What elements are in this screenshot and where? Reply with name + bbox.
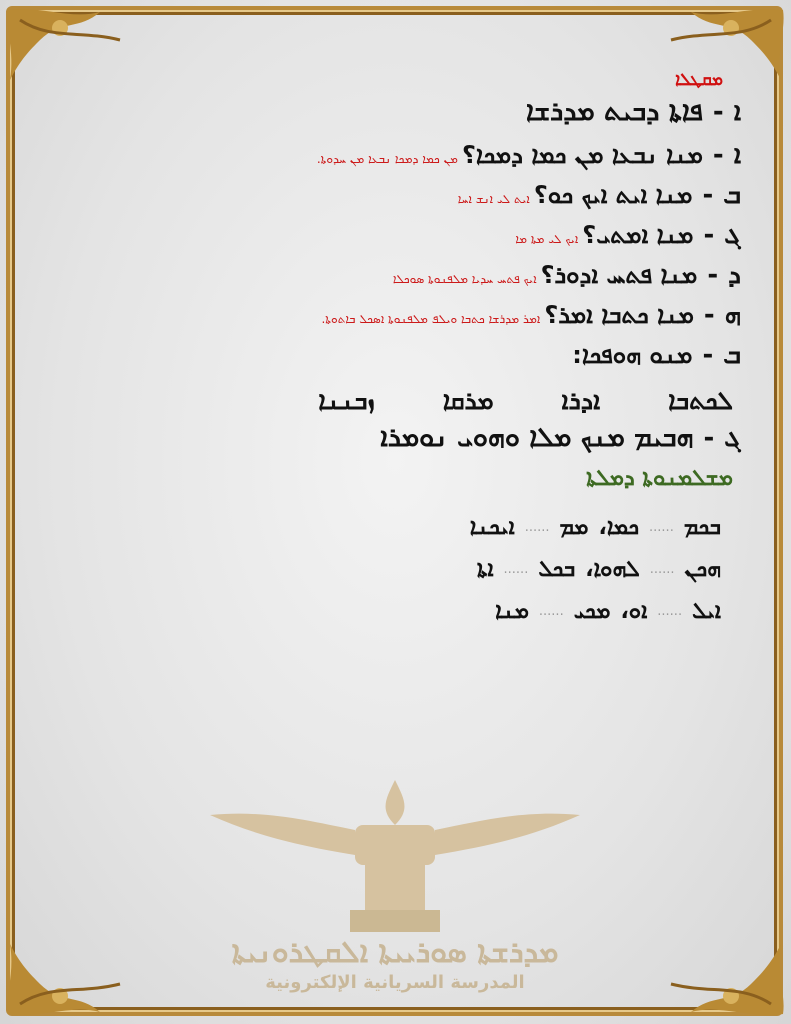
item-number: ܒ [723, 340, 741, 370]
exercise-word: ܐܝܠ [692, 598, 721, 624]
word-item: ܐܕܪܐ [561, 386, 601, 415]
question-item: ܓ - ܡܢܐ ܐܡܬܝ؟ ܐܝܟ ܠܝ ܡܬܐ ܡܐ [515, 220, 741, 250]
item-number: ܒ [723, 180, 741, 210]
item-number: ܗ [724, 300, 741, 330]
section-heading: ܡܩܛܠܐ [675, 70, 723, 90]
school-name-arabic: المدرسة السريانية الإلكترونية [265, 972, 525, 993]
item-text: ܡܢܐ ܐܝܬ ܐܝܟ ܟܘ؟ [533, 181, 693, 209]
word-item: ܡܪܩܐ [442, 386, 494, 415]
answer-text: ܐܝܟ ܦܬܚ ܚܕܝܐ ܡܠܦܢܘܬܐ ܣܘܟܠܐ [392, 272, 537, 286]
answer-text: ܡܢ ܟܡܐ ܕܡܟܐ ܢܒܥܐ ܡܢ ܚܕܘܬܐ. [316, 152, 458, 166]
exercise-word: ܒܟܠ [538, 556, 576, 582]
exercise-line: ܗܟܢ ...... ܠܗܘܐ، ܒܟܠ ...... ܐܬܐ [476, 556, 721, 582]
item-text: ܡܢܐ ܐܡܬܝ؟ [582, 221, 694, 249]
answer-text: ܐܡܪ ܡܕܪܫܐ ܟܬܒܐ ܘܝܠܦ ܡܠܦܢܘܬܐ ܐܣܟܠ ܒܐܬܘܬܐ. [321, 312, 541, 326]
exercise-word: ܐܘ، [620, 598, 648, 624]
exercise-word: ܟܡܐ، [598, 514, 640, 540]
item-number: ܓ [724, 423, 741, 453]
school-name-syriac: ܡܕܪܫܬܐ ܣܘܪܝܝܬܐ ܐܠܩܛܪܘܢܝܬܐ [231, 935, 559, 970]
exercise-heading: ܡܫܠܡܢܘܬܐ ܕܡܠܬܐ [586, 466, 733, 491]
item-number: ܕ [728, 260, 741, 290]
exercise-word: ܐܬܐ [476, 556, 494, 582]
exercise-word: ܡܢܐ [495, 598, 529, 624]
word-list [40, 380, 741, 422]
exercise-word: ܠܗܘܐ، [585, 556, 640, 582]
answer-text: ܐܝܬ ܠܝ ܐܢܫ ܐܚܐ [457, 192, 530, 206]
word-item: ܠܟܬܒܐ [668, 386, 733, 415]
worksheet-content [40, 70, 741, 632]
exercise-word: ܐܝܟܢܐ [469, 514, 515, 540]
question-item: ܒ - ܡܢܐ ܐܝܬ ܐܝܟ ܟܘ؟ ܐܝܬ ܠܝ ܐܢܫ ܐܚܐ [457, 180, 741, 210]
item-number: ܐ [733, 97, 741, 127]
corner-ornament-icon [641, 934, 791, 1024]
question-item: ܒ - ܡܢܘ ܗܘܦܟܐ: [572, 340, 741, 370]
exercise-word: ܒܟܡ [683, 514, 721, 540]
winged-emblem-icon [205, 770, 585, 940]
question-item: ܕ - ܡܢܐ ܦܬܚ ܐܕܘܪ؟ ܐܝܟ ܦܬܚ ܚܕܝܐ ܡܠܦܢܘܬܐ ܣܘܟܠܐ [392, 260, 741, 290]
question-item: ܓ - ܗܒܝܡ ܡܢܟ ܡܠܐ ܘܗܘܝ ܢܘܡܪܐ [380, 422, 741, 453]
answer-text: ܐܝܟ ܠܝ ܡܬܐ ܡܐ [515, 232, 579, 246]
word-item: ܙܒܢܢܐ [318, 386, 375, 415]
item-number: ܐ [733, 140, 741, 170]
question-item: ܗ - ܡܢܐ ܟܬܒܐ ܐܡܪ؟ ܐܡܪ ܡܕܪܫܐ ܟܬܒܐ ܘܝܠܦ ܡܠܦܢܘܬܐ ܐܣܟܠ ܒܐܬܘܬܐ. [321, 300, 741, 330]
exercise-line: ܒܟܡ ...... ܟܡܐ، ܡܡ ...... ܐܝܟܢܐ [469, 514, 721, 540]
item-text: ܡܢܘ ܗܘܦܟܐ: [572, 341, 693, 369]
exercise-line: ܐܝܠ ...... ܐܘ، ܡܟܝ ...... ܡܢܐ [495, 598, 721, 624]
question-item: ܐ - ܡܢܐ ܢܒܥܐ ܡܢ ܟܡܐ ܕܡܟܐ؟ ܡܢ ܟܡܐ ܕܡܟܐ ܢܒܥܐ ܡܢ ܚܕܘܬܐ. [316, 140, 741, 170]
item-text: ܗܒܝܡ ܡܢܟ ܡܠܐ ܘܗܘܝ ܢܘܡܪܐ [380, 422, 694, 453]
exercise-word: ܗܟܢ [684, 556, 721, 582]
item-text: ܡܢܐ ܢܒܥܐ ܡܢ ܟܡܐ ܕܡܟܐ؟ [461, 141, 703, 169]
question-item: ܐ - ܦܐܬܐ ܕܒܝܬ ܡܕܪܫܐ [525, 96, 741, 127]
item-text: ܦܐܬܐ ܕܒܝܬ ܡܕܪܫܐ [525, 96, 703, 127]
corner-ornament-icon [0, 934, 150, 1024]
item-text: ܡܢܐ ܟܬܒܐ ܐܡܪ؟ [544, 301, 694, 329]
item-number: ܓ [724, 220, 741, 250]
exercise-word: ܡܡ [559, 514, 589, 540]
item-text: ܡܢܐ ܦܬܚ ܐܕܘܪ؟ [540, 261, 698, 289]
exercise-word: ܡܟܝ [573, 598, 611, 624]
